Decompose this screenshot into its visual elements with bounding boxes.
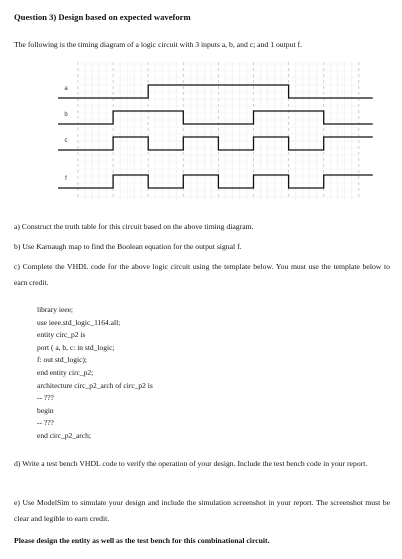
question-heading: Question 3) Design based on expected waveform: [14, 12, 191, 22]
code-line: end circ_p2_arch;: [37, 430, 91, 440]
signal-label-f: f: [65, 176, 67, 182]
code-line: -- ???: [37, 393, 54, 403]
part-c-text: c) Complete the VHDL code for the above logic circuit using the template below. You must use the template below to earn credit.: [14, 262, 390, 287]
waveforms: [58, 85, 373, 188]
vhdl-template: [37, 304, 153, 443]
code-line: f: out std_logic);: [37, 355, 87, 365]
bottom-note: Please design the entity as well as the test bench for this combinational circuit.: [14, 536, 270, 545]
part-b-text: b) Use Karnaugh map to find the Boolean equation for the output signal f.: [14, 242, 242, 251]
code-line: -- ???: [37, 418, 54, 428]
part-e-text: e) Use ModelSim to simulate your design and include the simulation screenshot in your report. The screenshot must be clear and legible to earn credit.: [14, 498, 390, 523]
code-line: library ieee;: [37, 305, 74, 314]
signal-label-b: b: [64, 112, 68, 118]
code-line: architecture circ_p2_arch of circ_p2 is: [37, 380, 153, 390]
part-a-text: a) Construct the truth table for this circuit based on the above timing diagram.: [14, 222, 254, 231]
question-intro: The following is the timing diagram of a logic circuit with 3 inputs a, b, and c; and 1 output f.: [14, 40, 303, 49]
code-line: port ( a, b, c: in std_logic;: [37, 342, 115, 352]
waveform-f: [58, 175, 373, 188]
code-line: end entity circ_p2;: [37, 367, 94, 377]
part-d-text: d) Write a test bench VHDL code to verify the operation of your design. Include the test bench code in your report.: [14, 459, 368, 468]
code-line: begin: [37, 405, 54, 415]
code-line: entity circ_p2 is: [37, 330, 86, 340]
waveform-a: [58, 85, 373, 98]
timing-diagram: [0, 0, 402, 210]
code-line: use ieee.std_logic_1164.all;: [37, 317, 121, 327]
signal-label-c: c: [64, 138, 68, 144]
signal-label-a: a: [64, 86, 68, 92]
